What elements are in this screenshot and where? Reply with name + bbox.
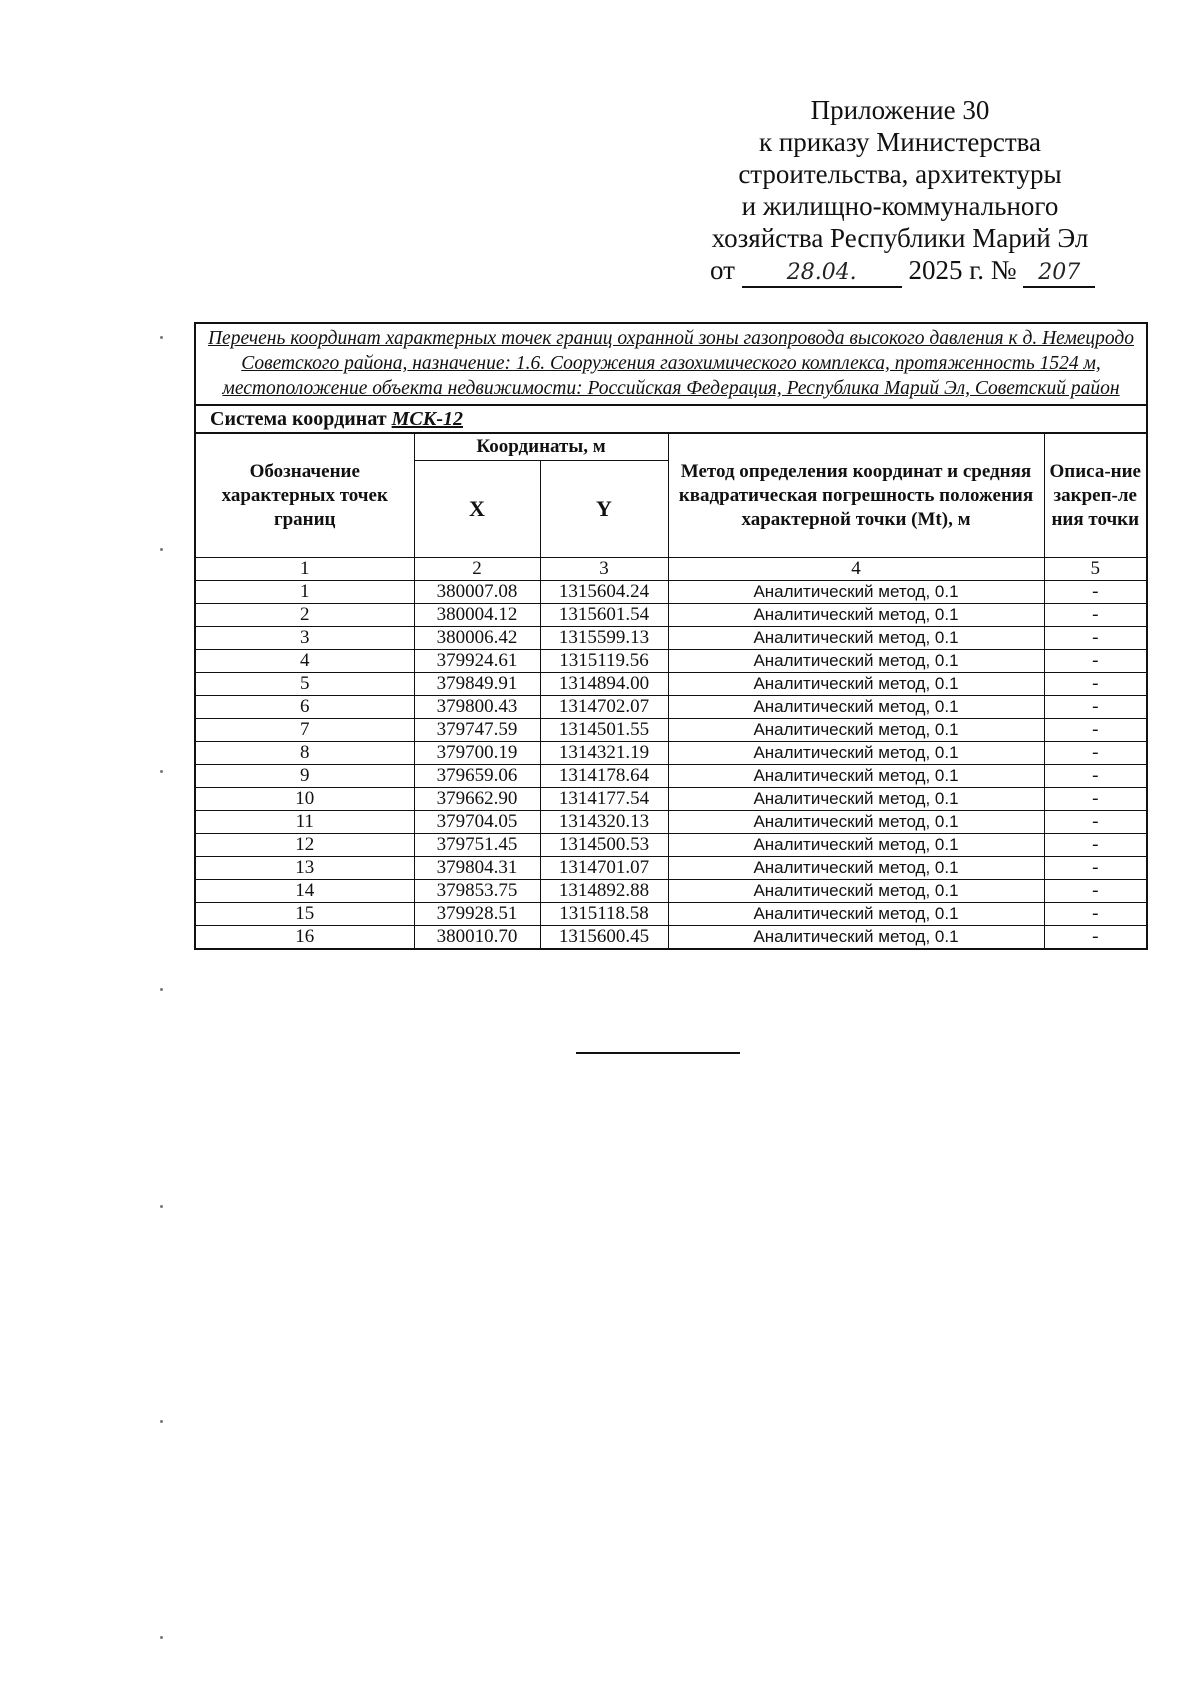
fixing-description: - [1044,926,1147,950]
fixing-description: - [1044,857,1147,880]
coord-x: 380007.08 [414,581,540,604]
table-row [195,627,1147,650]
method: Аналитический метод, 0.1 [668,880,1044,903]
scan-mark [160,1420,163,1423]
coord-y: 1314894.00 [540,673,668,696]
fixing-description: - [1044,627,1147,650]
fixing-description: - [1044,673,1147,696]
fixing-description: - [1044,765,1147,788]
fixing-description: - [1044,834,1147,857]
method: Аналитический метод, 0.1 [668,604,1044,627]
method: Аналитический метод, 0.1 [668,719,1044,742]
method: Аналитический метод, 0.1 [668,857,1044,880]
method: Аналитический метод, 0.1 [668,696,1044,719]
point-id: 16 [195,926,414,950]
coord-y: 1315601.54 [540,604,668,627]
fixing-description: - [1044,696,1147,719]
header-line: строительства, архитектуры [738,159,1062,189]
coord-y: 1314500.53 [540,834,668,857]
column-index: 5 [1044,558,1147,581]
header-method: Метод определения координат и средняя квадратическая погрешность положения характерной точки (Mt), м [668,433,1044,558]
fixing-description: - [1044,650,1147,673]
title-row [195,323,1147,405]
fixing-description: - [1044,581,1147,604]
header-description: Описа-ние закреп-ления точки [1044,433,1147,558]
coord-x: 379662.90 [414,788,540,811]
fixing-description: - [1044,903,1147,926]
table-row [195,581,1147,604]
coord-y: 1314177.54 [540,788,668,811]
point-id: 5 [195,673,414,696]
method: Аналитический метод, 0.1 [668,673,1044,696]
coord-x: 380010.70 [414,926,540,950]
fixing-description: - [1044,788,1147,811]
table-row [195,926,1147,950]
coord-x: 379804.31 [414,857,540,880]
coord-x: 379659.06 [414,765,540,788]
coord-system-value: МСК-12 [391,408,463,430]
point-id: 9 [195,765,414,788]
table-row [195,696,1147,719]
coord-y: 1315600.45 [540,926,668,950]
date-prefix: от [710,255,735,285]
table-title: Перечень координат характерных точек границ охранной зоны газопровода высокого давления к д. Немецродо Советского района, назначение: 1.6. Сооружения газохимического комплекса, протяженность 1524 м, местоположение объекта недвижимости: Российская Федерация, Республика Марий Эл, Советский район [195,323,1147,405]
column-index: 1 [195,558,414,581]
header-coords: Координаты, м [414,433,668,461]
appendix-header [690,94,1110,288]
coord-x: 379751.45 [414,834,540,857]
table-row [195,765,1147,788]
coordinates-table [194,322,1148,950]
coord-system-row [195,405,1147,433]
coord-x: 379849.91 [414,673,540,696]
table-row [195,903,1147,926]
point-id: 13 [195,857,414,880]
point-id: 11 [195,811,414,834]
end-rule [576,1052,740,1054]
coord-system-label: Система координат [210,408,387,430]
table-row [195,719,1147,742]
coord-y: 1315118.58 [540,903,668,926]
fixing-description: - [1044,604,1147,627]
table-row [195,834,1147,857]
column-index: 4 [668,558,1044,581]
point-id: 3 [195,627,414,650]
coord-x: 379853.75 [414,880,540,903]
coord-y: 1314501.55 [540,719,668,742]
table-row [195,880,1147,903]
table-row [195,857,1147,880]
column-index: 3 [540,558,668,581]
fixing-description: - [1044,811,1147,834]
column-index: 2 [414,558,540,581]
fixing-description: - [1044,719,1147,742]
fixing-description: - [1044,880,1147,903]
point-id: 6 [195,696,414,719]
coord-system [195,405,1147,433]
coord-x: 380006.42 [414,627,540,650]
point-id: 1 [195,581,414,604]
coord-y: 1314702.07 [540,696,668,719]
header-line: к приказу Министерства [758,127,1042,157]
header-line: хозяйства Республики Марий Эл [711,223,1089,253]
method: Аналитический метод, 0.1 [668,903,1044,926]
scan-mark [160,770,163,773]
coord-x: 379800.43 [414,696,540,719]
method: Аналитический метод, 0.1 [668,834,1044,857]
scan-mark [160,1636,163,1639]
method: Аналитический метод, 0.1 [668,811,1044,834]
method: Аналитический метод, 0.1 [668,650,1044,673]
scan-mark [160,548,163,551]
handwritten-date: 28.04. [742,260,902,288]
coord-y: 1314320.13 [540,811,668,834]
header-line: и жилищно-коммунального [741,191,1059,221]
coord-x: 379747.59 [414,719,540,742]
method: Аналитический метод, 0.1 [668,765,1044,788]
coord-x: 379924.61 [414,650,540,673]
point-id: 2 [195,604,414,627]
coord-y: 1315599.13 [540,627,668,650]
table-row [195,650,1147,673]
point-id: 15 [195,903,414,926]
coordinate-rows [195,581,1147,950]
header-y: Y [540,461,668,558]
point-id: 8 [195,742,414,765]
coord-y: 1314178.64 [540,765,668,788]
coord-x: 379928.51 [414,903,540,926]
point-id: 10 [195,788,414,811]
fixing-description: - [1044,742,1147,765]
table-row [195,673,1147,696]
table-row [195,604,1147,627]
method: Аналитический метод, 0.1 [668,926,1044,950]
table-row [195,788,1147,811]
header-line: Приложение 30 [810,95,990,125]
coord-y: 1314892.88 [540,880,668,903]
column-index-row [195,558,1147,581]
coord-x: 379700.19 [414,742,540,765]
method: Аналитический метод, 0.1 [668,742,1044,765]
scan-mark [160,988,163,991]
header-point: Обозначение характерных точек границ [195,433,414,558]
coord-y: 1315119.56 [540,650,668,673]
coord-x: 380004.12 [414,604,540,627]
scan-mark [160,1205,163,1208]
order-date-line [690,254,1110,288]
coord-y: 1314321.19 [540,742,668,765]
point-id: 7 [195,719,414,742]
point-id: 4 [195,650,414,673]
coord-y: 1314701.07 [540,857,668,880]
coord-y: 1315604.24 [540,581,668,604]
table-row [195,811,1147,834]
method: Аналитический метод, 0.1 [668,627,1044,650]
point-id: 12 [195,834,414,857]
coord-x: 379704.05 [414,811,540,834]
header-x: X [414,461,540,558]
header-row-1 [195,433,1147,461]
table-row [195,742,1147,765]
handwritten-number: 207 [1023,260,1095,288]
point-id: 14 [195,880,414,903]
year-text: 2025 г. № [908,255,1017,285]
method: Аналитический метод, 0.1 [668,581,1044,604]
method: Аналитический метод, 0.1 [668,788,1044,811]
scan-mark [160,336,163,339]
